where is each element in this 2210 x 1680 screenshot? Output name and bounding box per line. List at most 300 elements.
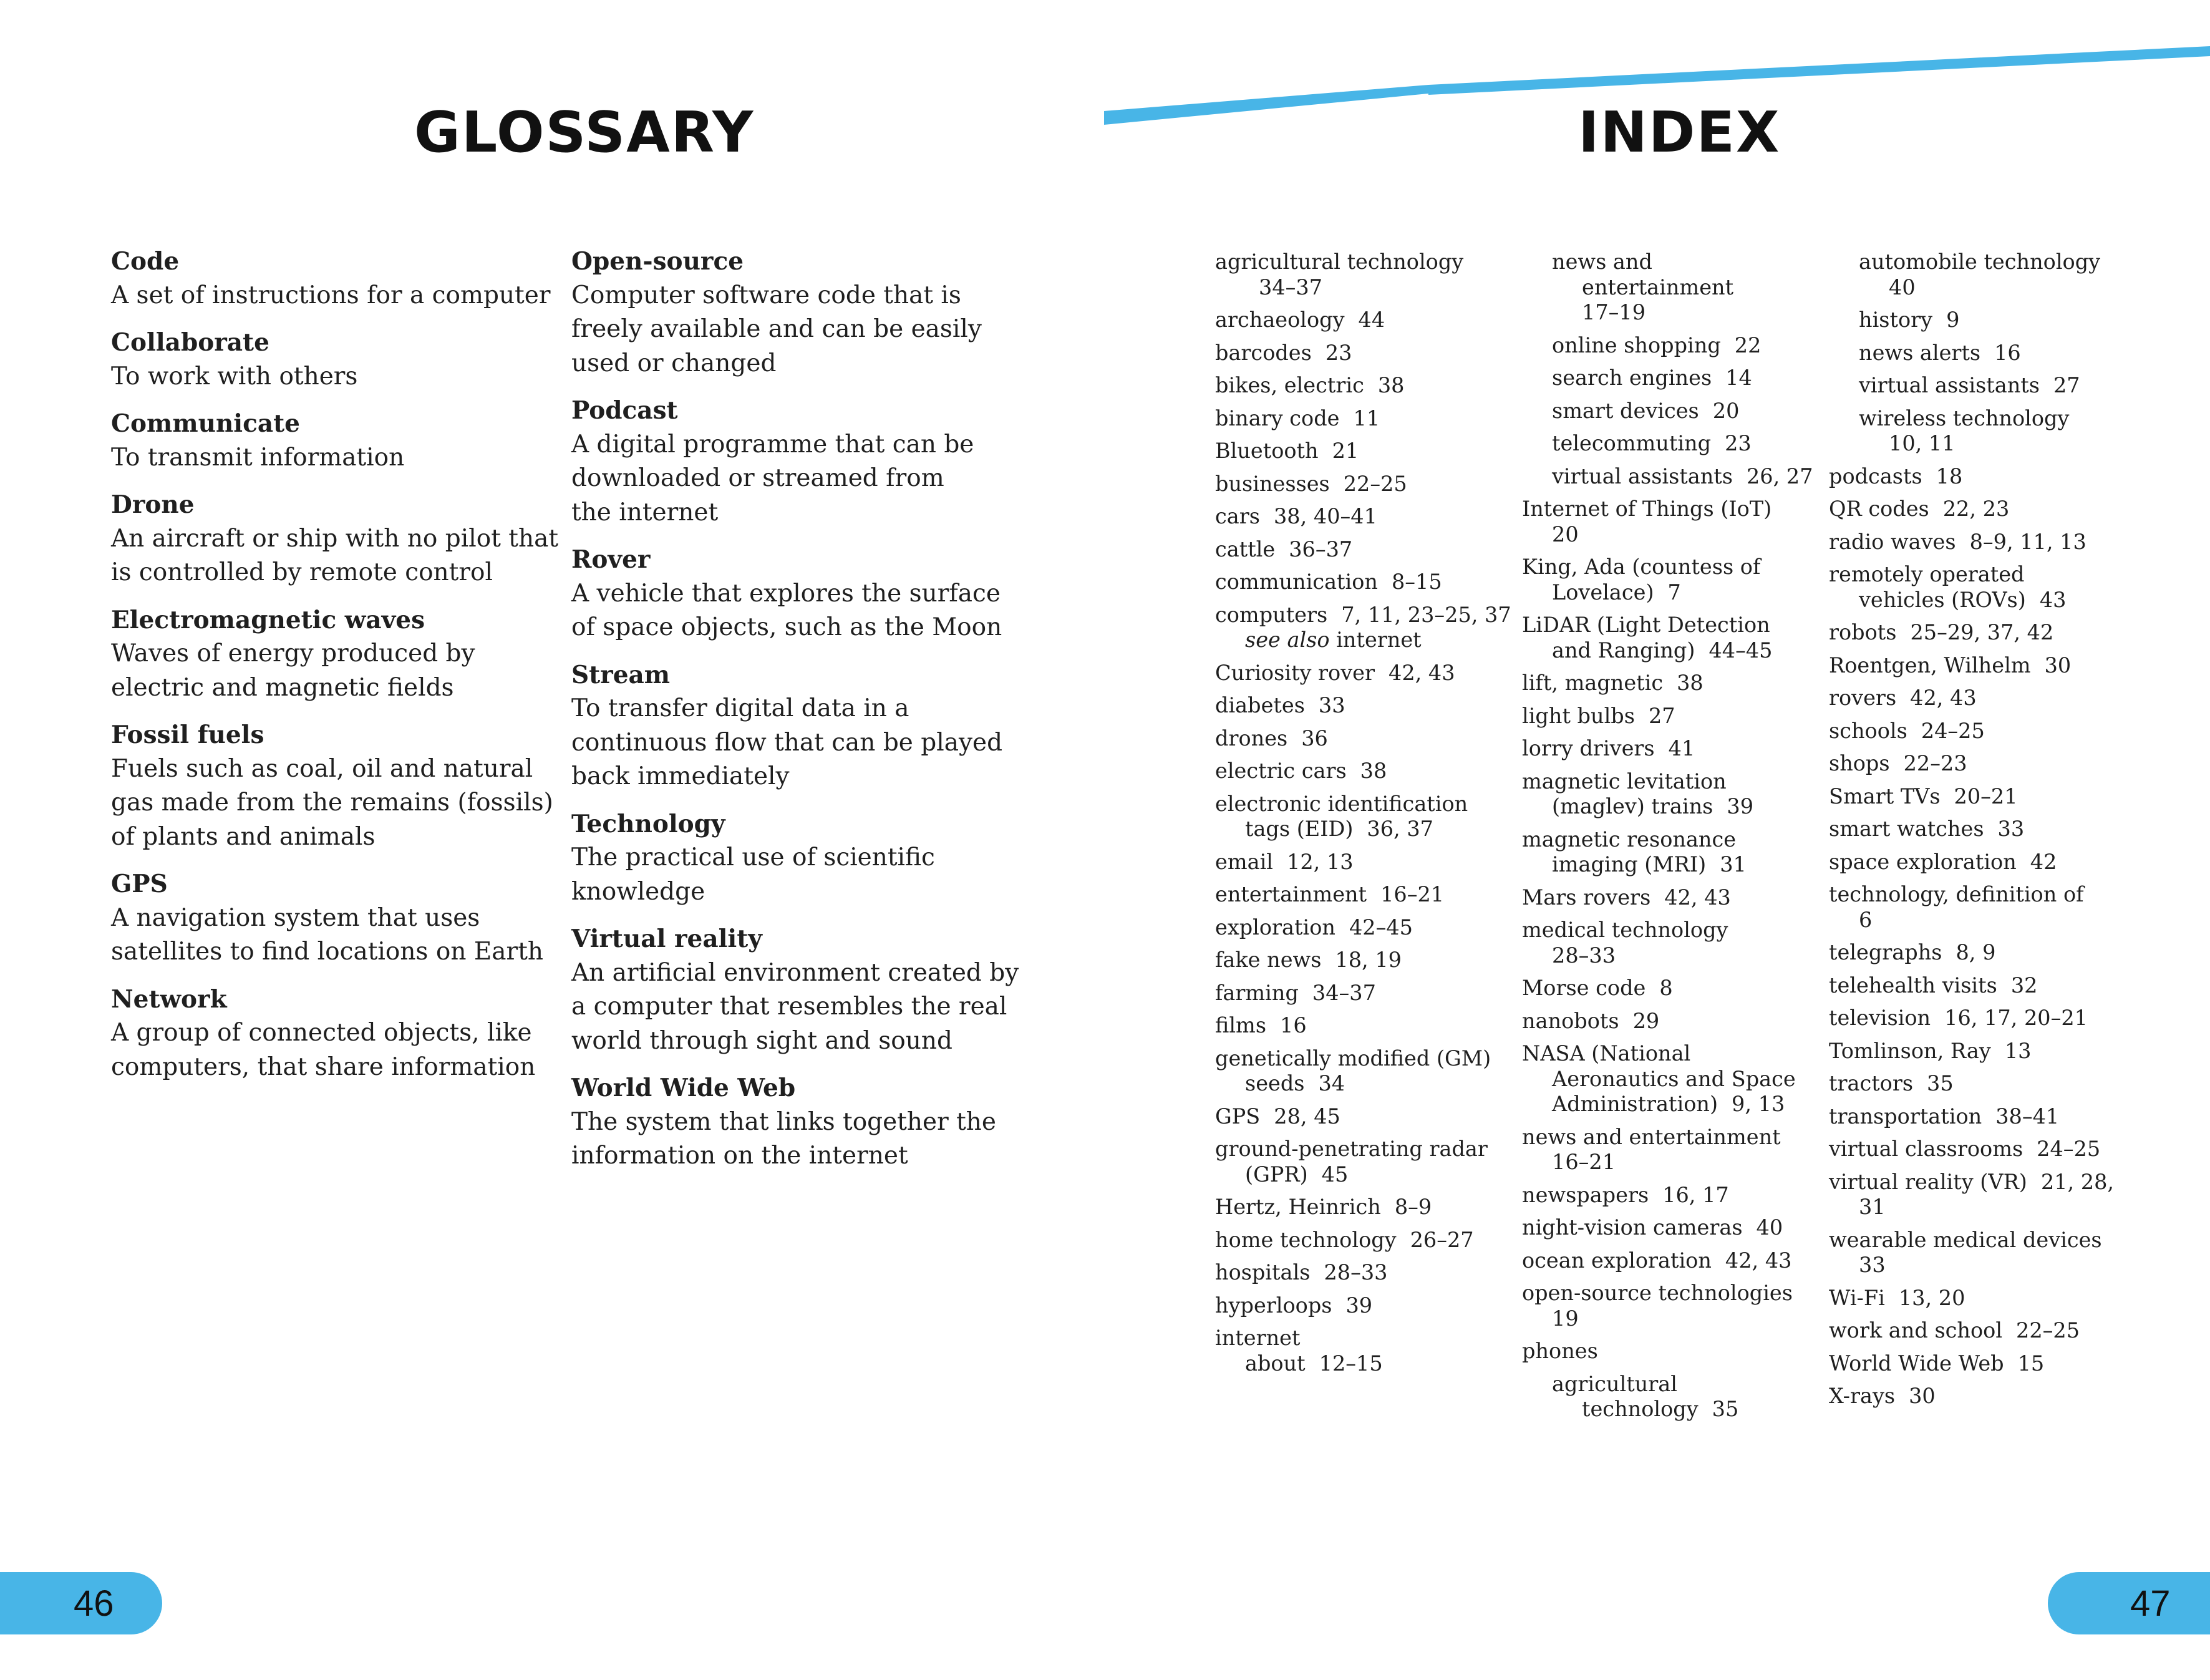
- index-entry-line: [1522, 1041, 1821, 1067]
- index-page-refs: 36–37: [1289, 537, 1353, 561]
- glossary-entry: [111, 407, 548, 475]
- index-entry: [1522, 613, 1821, 663]
- index-entry-text: QR codes: [1829, 497, 1929, 521]
- glossary-entry: [111, 326, 548, 394]
- index-entry-text: (GPR): [1245, 1162, 1308, 1187]
- index-entry-text: news and: [1552, 250, 1652, 274]
- glossary-entry: [571, 922, 1020, 1058]
- index-entry-text: Aeronautics and Space: [1552, 1066, 1796, 1091]
- index-entry-line: [1522, 522, 1821, 548]
- index-page-refs: 40: [1756, 1215, 1783, 1240]
- index-entry-line: [1829, 1351, 2128, 1377]
- index-entry-line: [1829, 882, 2128, 908]
- index-entry-text: archaeology: [1215, 308, 1345, 332]
- glossary-definition-line: knowledge: [571, 877, 705, 906]
- index-entry-line: [1829, 653, 2128, 679]
- index-page-refs: 14: [1725, 366, 1752, 390]
- index-entry: [1522, 555, 1821, 605]
- index-entry-text: 16–21: [1552, 1150, 1616, 1174]
- index-entry-line: [1522, 1009, 1821, 1034]
- index-entry-text: hospitals: [1215, 1260, 1311, 1284]
- index-page-refs: 16: [1280, 1013, 1307, 1037]
- index-entry-line: [1829, 308, 2128, 333]
- index-subentry: [1829, 308, 2128, 333]
- index-entry-line: [1829, 620, 2128, 646]
- index-entry: [1215, 1326, 1515, 1376]
- index-page-refs: 28, 45: [1274, 1104, 1340, 1129]
- index-entry: [1522, 769, 1821, 820]
- index-page-refs: 38: [1360, 759, 1387, 783]
- index-entry: [1522, 1281, 1821, 1331]
- index-entry: [1829, 1384, 2128, 1409]
- index-entry-text: online shopping: [1552, 333, 1721, 357]
- index-page-refs: 22–23: [1903, 751, 1967, 775]
- glossary-term: GPS: [111, 870, 168, 898]
- index-entry-text: businesses: [1215, 471, 1330, 496]
- glossary-definition: [571, 279, 1020, 381]
- index-entry-text: virtual classrooms: [1829, 1137, 2023, 1161]
- index-entry-line: [1829, 1318, 2128, 1344]
- index-page-refs: 44: [1358, 308, 1385, 332]
- index-entry-text: World Wide Web: [1829, 1351, 2004, 1376]
- index-entry: [1215, 308, 1515, 333]
- glossary-definition-line: To transfer digital data in a: [571, 694, 909, 722]
- index-entry-text: shops: [1829, 751, 1890, 775]
- index-entry-text: radio waves: [1829, 529, 1956, 554]
- index-entry-text: computers: [1215, 602, 1328, 627]
- index-entry-line: [1215, 1137, 1515, 1162]
- index-page-refs: 9: [1946, 308, 1960, 332]
- glossary-term: Rover: [571, 545, 651, 574]
- index-subentry: [1829, 406, 2128, 457]
- index-entry-text: fake news: [1215, 948, 1322, 972]
- index-entry: [1829, 1071, 2128, 1097]
- glossary-definition-line: To transmit information: [111, 443, 405, 472]
- index-page-refs: 12, 13: [1287, 849, 1354, 874]
- index-subentry: [1829, 341, 2128, 366]
- index-page-refs: 27: [2053, 373, 2080, 397]
- index-entry-line: [1215, 1351, 1515, 1377]
- index-entry-line: [1522, 885, 1821, 911]
- index-entry-text: 33: [1859, 1253, 1886, 1277]
- index-entry-text: transportation: [1829, 1104, 1982, 1129]
- index-entry-line: [1215, 570, 1515, 595]
- index-entry-line: [1829, 406, 2128, 432]
- index-page-refs: 16: [1994, 340, 2021, 365]
- index-page-refs: 21, 28,: [2040, 1169, 2115, 1194]
- index-page-refs: 31: [1720, 852, 1747, 876]
- index-entry: [1215, 726, 1515, 752]
- index-page-refs: 33: [1997, 817, 2025, 841]
- index-page-refs: 32: [2010, 973, 2038, 998]
- glossary-definition-line: of space objects, such as the Moon: [571, 613, 1002, 641]
- index-page-refs: 34–37: [1312, 980, 1376, 1005]
- index-entry-line: [1829, 1137, 2128, 1162]
- index-entry-line: [1522, 464, 1821, 490]
- index-subentry: [1522, 333, 1821, 359]
- index-entry: [1829, 562, 2128, 613]
- index-entry: [1522, 1125, 1821, 1175]
- index-page-refs: 15: [2017, 1351, 2045, 1376]
- index-entry-text: virtual reality (VR): [1829, 1169, 2027, 1194]
- index-page-refs: 39: [1345, 1293, 1373, 1318]
- glossary-definition-line: Waves of energy produced by: [111, 639, 475, 668]
- index-entry: [1215, 882, 1515, 908]
- index-entry-text: news and entertainment: [1522, 1124, 1781, 1149]
- index-entry-line: [1522, 1215, 1821, 1241]
- index-column-3: [1829, 250, 2128, 1417]
- index-entry-text: podcasts: [1829, 464, 1922, 488]
- index-entry-text: magnetic resonance: [1522, 827, 1737, 852]
- index-entry-line: [1829, 784, 2128, 810]
- index-page-refs: 44–45: [1708, 638, 1773, 663]
- index-entry-line: [1829, 588, 2128, 613]
- glossary-definition-line: A digital programme that can be: [571, 430, 974, 459]
- index-entry-line: [1522, 794, 1821, 820]
- glossary-column-2: [571, 245, 1020, 1187]
- glossary-definition-line: of plants and animals: [111, 822, 376, 851]
- index-entry: [1215, 1046, 1515, 1097]
- index-entry-line: [1829, 341, 2128, 366]
- index-entry: [1522, 1215, 1821, 1241]
- index-page-refs: 20–21: [1954, 784, 2018, 808]
- index-entry-line: [1829, 1039, 2128, 1064]
- index-entry: [1522, 736, 1821, 762]
- index-entry: [1829, 1006, 2128, 1031]
- index-entry-text: farming: [1215, 980, 1299, 1005]
- index-entry-text: bikes, electric: [1215, 373, 1364, 397]
- glossary-definition: [111, 441, 548, 475]
- index-entry-line: [1215, 850, 1515, 875]
- index-page-refs: 26, 27: [1746, 464, 1813, 488]
- index-entry-text: entertainment: [1582, 274, 1734, 299]
- index-entry-text: 10, 11: [1889, 431, 1956, 455]
- index-entry-text: electric cars: [1215, 759, 1347, 783]
- index-entry-line: [1522, 943, 1821, 969]
- index-entry: [1215, 1104, 1515, 1130]
- glossary-definition: [111, 637, 548, 705]
- glossary-term: Technology: [571, 809, 725, 838]
- index-entry-line: [1522, 976, 1821, 1001]
- index-entry-text: lorry drivers: [1522, 736, 1655, 760]
- index-page-refs: 23: [1725, 431, 1752, 455]
- index-entry-line: [1522, 613, 1821, 638]
- index-entry: [1215, 250, 1515, 300]
- glossary-definition-line: gas made from the remains (fossils): [111, 789, 553, 817]
- index-entry: [1522, 1183, 1821, 1208]
- index-entry: [1215, 948, 1515, 973]
- index-entry-text: newspapers: [1522, 1182, 1649, 1207]
- index-entry: [1215, 406, 1515, 432]
- index-entry-line: [1829, 1195, 2128, 1220]
- glossary-definition: [571, 956, 1020, 1059]
- index-entry-line: [1829, 719, 2128, 744]
- index-entry-line: [1522, 580, 1821, 606]
- index-entry-line: [1829, 1071, 2128, 1097]
- index-entry-line: [1829, 373, 2128, 399]
- glossary-entry: [111, 718, 553, 854]
- glossary-entry: [571, 245, 1020, 381]
- index-entry-text: news alerts: [1859, 340, 1981, 365]
- glossary-definition-line: A navigation system that uses: [111, 903, 480, 932]
- glossary-definition-line: satellites to find locations on Earth: [111, 938, 543, 966]
- glossary-definition-line: Computer software code that is: [571, 281, 961, 309]
- index-page-refs: 43: [2039, 587, 2067, 612]
- index-entry-line: [1215, 603, 1515, 628]
- index-entry: [1215, 1013, 1515, 1039]
- glossary-term: Podcast: [571, 396, 678, 425]
- index-entry: [1829, 653, 2128, 679]
- index-entry-line: [1215, 308, 1515, 333]
- index-entry-line: [1522, 333, 1821, 359]
- index-entry-text: Internet of Things (IoT): [1522, 497, 1772, 521]
- page-number-left-text: 46: [74, 1583, 114, 1624]
- index-entry-line: [1215, 1104, 1515, 1130]
- index-entry-line: [1829, 1104, 2128, 1130]
- index-entry: [1829, 530, 2128, 555]
- glossary-term: Communicate: [111, 409, 300, 438]
- index-entry-text: virtual assistants: [1552, 464, 1733, 488]
- index-page-refs: 24–25: [1921, 718, 1985, 743]
- glossary-definition-line: A vehicle that explores the surface: [571, 579, 1001, 608]
- index-entry-line: [1215, 472, 1515, 497]
- index-page-refs: 30: [1909, 1384, 1936, 1408]
- glossary-definition-line: back immediately: [571, 762, 790, 790]
- index-entry: [1522, 918, 1821, 968]
- index-column-1: [1215, 250, 1515, 1384]
- index-entry-line: [1522, 1183, 1821, 1208]
- index-entry-text: genetically modified (GM): [1215, 1046, 1491, 1071]
- index-entry-line: [1522, 769, 1821, 795]
- index-entry-line: [1522, 1248, 1821, 1274]
- index-page-refs: 18: [1936, 464, 1963, 488]
- index-subentry: [1522, 431, 1821, 457]
- index-page-refs: 33: [1318, 693, 1345, 717]
- index-entry-line: [1215, 759, 1515, 784]
- index-page-refs: 34–37: [1259, 274, 1323, 299]
- glossary-definition-line: information on the internet: [571, 1142, 908, 1170]
- index-page-refs: 35: [1927, 1071, 1954, 1095]
- index-entry-text: cars: [1215, 504, 1260, 528]
- glossary-term: Fossil fuels: [111, 721, 264, 749]
- index-entry-line: [1215, 792, 1515, 817]
- glossary-entry: [571, 394, 1020, 530]
- glossary-entry: [571, 1071, 1020, 1173]
- index-page-refs: 9, 13: [1732, 1092, 1785, 1116]
- index-entry-line: [1829, 1384, 2128, 1409]
- glossary-title: GLOSSARY: [414, 100, 755, 165]
- index-entry-text: Curiosity rover: [1215, 660, 1375, 685]
- index-entry: [1215, 537, 1515, 563]
- index-entry-text: virtual assistants: [1859, 373, 2040, 397]
- index-entry-text: exploration: [1215, 915, 1335, 940]
- glossary-definition-line: continuous flow that can be played: [571, 728, 1003, 757]
- index-entry: [1829, 686, 2128, 711]
- index-entry-text: 6: [1859, 907, 1873, 932]
- glossary-definition-line: world through sight and sound: [571, 1026, 952, 1055]
- index-page-refs: 36, 37: [1367, 817, 1433, 841]
- index-entry-text: Tomlinson, Ray: [1829, 1038, 1991, 1063]
- index-page-refs: 12–15: [1319, 1351, 1383, 1376]
- index-entry-text: seeds: [1245, 1071, 1305, 1095]
- index-entry: [1829, 1170, 2128, 1220]
- index-entry: [1215, 759, 1515, 784]
- index-page-refs: 16–21: [1380, 882, 1445, 906]
- index-entry-text: agricultural technology: [1215, 250, 1464, 274]
- glossary-column-1: [111, 245, 558, 1097]
- index-entry-text: 17–19: [1582, 300, 1646, 324]
- index-entry-line: [1829, 562, 2128, 588]
- index-entry: [1829, 817, 2128, 842]
- index-entry-text: 20: [1552, 522, 1579, 546]
- index-entry: [1829, 1228, 2128, 1278]
- page-number-left: [0, 1572, 162, 1634]
- index-entry-text: (maglev) trains: [1552, 794, 1713, 818]
- index-page-refs: 39: [1727, 794, 1754, 818]
- index-entry: [1522, 671, 1821, 696]
- index-entry-text: about: [1245, 1351, 1306, 1376]
- index-entry: [1522, 885, 1821, 911]
- index-entry-text: search engines: [1552, 366, 1712, 390]
- index-page-refs: 20: [1712, 398, 1740, 423]
- index-entry: [1829, 464, 2128, 490]
- index-entry-text: Morse code: [1522, 976, 1646, 1000]
- index-entry-line: [1522, 1281, 1821, 1306]
- index-entry-line: [1829, 850, 2128, 875]
- glossary-definition: [111, 279, 551, 313]
- index-entry: [1215, 1195, 1515, 1220]
- index-entry-line: [1522, 555, 1821, 580]
- index-page-refs: 21: [1332, 439, 1359, 463]
- index-entry-text: magnetic levitation: [1522, 769, 1727, 794]
- index-entry-text: automobile technology: [1859, 250, 2101, 274]
- glossary-definition-line: Fuels such as coal, oil and natural: [111, 754, 533, 783]
- index-entry-line: [1522, 1150, 1821, 1175]
- index-page-refs: 35: [1712, 1397, 1739, 1421]
- index-entry-line: [1215, 1013, 1515, 1039]
- glossary-definition-line: computers, that share information: [111, 1052, 536, 1081]
- index-page-refs: 25–29, 37, 42: [1910, 620, 2054, 644]
- index-entry-text: ground-penetrating radar: [1215, 1137, 1488, 1161]
- index-page-refs: 42–45: [1349, 915, 1413, 940]
- index-entry-line: [1215, 726, 1515, 752]
- index-entry-line: [1829, 817, 2128, 842]
- index-entry-line: [1215, 1293, 1515, 1319]
- index-page-refs: 41: [1668, 736, 1695, 760]
- index-entry-line: [1522, 366, 1821, 391]
- index-page-refs: 42, 43: [1725, 1248, 1792, 1273]
- index-entry-line: [1215, 693, 1515, 719]
- index-see-also: see also: [1245, 628, 1330, 652]
- index-entry-text: tags (EID): [1245, 817, 1354, 841]
- index-entry-line: [1522, 275, 1821, 301]
- index-page-refs: 38: [1677, 671, 1704, 695]
- glossary-entry: [571, 543, 1020, 645]
- index-entry-line: [1829, 686, 2128, 711]
- index-entry-line: [1829, 1228, 2128, 1253]
- index-entry-line: [1215, 628, 1515, 653]
- index-entry-text: cattle: [1215, 537, 1276, 561]
- index-entry-text: 31: [1859, 1195, 1886, 1219]
- index-page-refs: 36: [1301, 726, 1328, 750]
- index-entry: [1829, 1318, 2128, 1344]
- index-subentry: [1829, 373, 2128, 399]
- index-entry-text: barcodes: [1215, 340, 1312, 365]
- glossary-term: Collaborate: [111, 328, 269, 357]
- index-entry-line: [1829, 751, 2128, 777]
- index-entry-line: [1829, 431, 2128, 457]
- index-entry-text: drones: [1215, 726, 1288, 750]
- index-entry-line: [1215, 882, 1515, 908]
- index-entry-text: LiDAR (Light Detection: [1522, 613, 1770, 637]
- index-entry-line: [1829, 1006, 2128, 1031]
- index-entry-line: [1522, 250, 1821, 275]
- glossary-definition-line: An aircraft or ship with no pilot that: [111, 524, 558, 553]
- glossary-term: Open-source: [571, 247, 744, 276]
- glossary-term: Virtual reality: [571, 925, 762, 953]
- index-entry-line: [1215, 948, 1515, 973]
- index-entry-line: [1215, 1195, 1515, 1220]
- index-entry-line: [1829, 275, 2128, 301]
- index-page-refs: 22: [1734, 333, 1762, 357]
- index-entry: [1215, 1260, 1515, 1286]
- glossary-definition-line: the internet: [571, 498, 719, 527]
- index-entry-text: schools: [1829, 718, 1907, 743]
- index-page-refs: 26–27: [1410, 1227, 1474, 1252]
- glossary-definition: [111, 522, 558, 590]
- index-page-refs: 38–41: [1995, 1104, 2060, 1129]
- index-entry-text: GPS: [1215, 1104, 1261, 1129]
- index-page-refs: 8–15: [1391, 570, 1442, 594]
- index-entry: [1829, 882, 2128, 933]
- index-page-refs: 34: [1318, 1071, 1345, 1095]
- index-entry: [1829, 784, 2128, 810]
- glossary-definition-line: is controlled by remote control: [111, 558, 493, 586]
- index-entry: [1829, 1351, 2128, 1377]
- index-entry-text: ocean exploration: [1522, 1248, 1712, 1273]
- glossary-definition: [111, 901, 548, 969]
- index-entry-line: [1215, 373, 1515, 399]
- index-entry-line: [1829, 250, 2128, 275]
- index-entry-text: open-source technologies: [1522, 1281, 1793, 1305]
- index-entry: [1215, 373, 1515, 399]
- index-entry-text: night-vision cameras: [1522, 1215, 1743, 1240]
- index-entry-text: communication: [1215, 570, 1378, 594]
- index-entry-text: Administration): [1552, 1092, 1718, 1116]
- glossary-definition-line: The system that links together the: [571, 1107, 996, 1136]
- index-entry-text: hyperloops: [1215, 1293, 1332, 1318]
- index-page-refs: 24–25: [2037, 1137, 2101, 1161]
- glossary-term: Electromagnetic waves: [111, 605, 425, 634]
- index-entry: [1522, 976, 1821, 1001]
- index-entry-text: technology: [1582, 1397, 1699, 1421]
- index-entry-line: [1215, 817, 1515, 842]
- index-entry-line: [1215, 1162, 1515, 1188]
- glossary-definition: [571, 692, 1020, 794]
- index-entry-line: [1522, 704, 1821, 729]
- index-entry-text: internet: [1329, 628, 1422, 652]
- index-entry-text: and Ranging): [1552, 638, 1695, 663]
- index-entry-line: [1215, 406, 1515, 432]
- index-entry-line: [1829, 940, 2128, 966]
- index-page-refs: 30: [2044, 653, 2072, 677]
- index-entry-line: [1215, 915, 1515, 941]
- index-entry: [1829, 1039, 2128, 1064]
- index-entry: [1522, 1041, 1821, 1117]
- index-entry: [1215, 570, 1515, 595]
- index-entry-text: wireless technology: [1859, 405, 2070, 430]
- index-entry-line: [1522, 431, 1821, 457]
